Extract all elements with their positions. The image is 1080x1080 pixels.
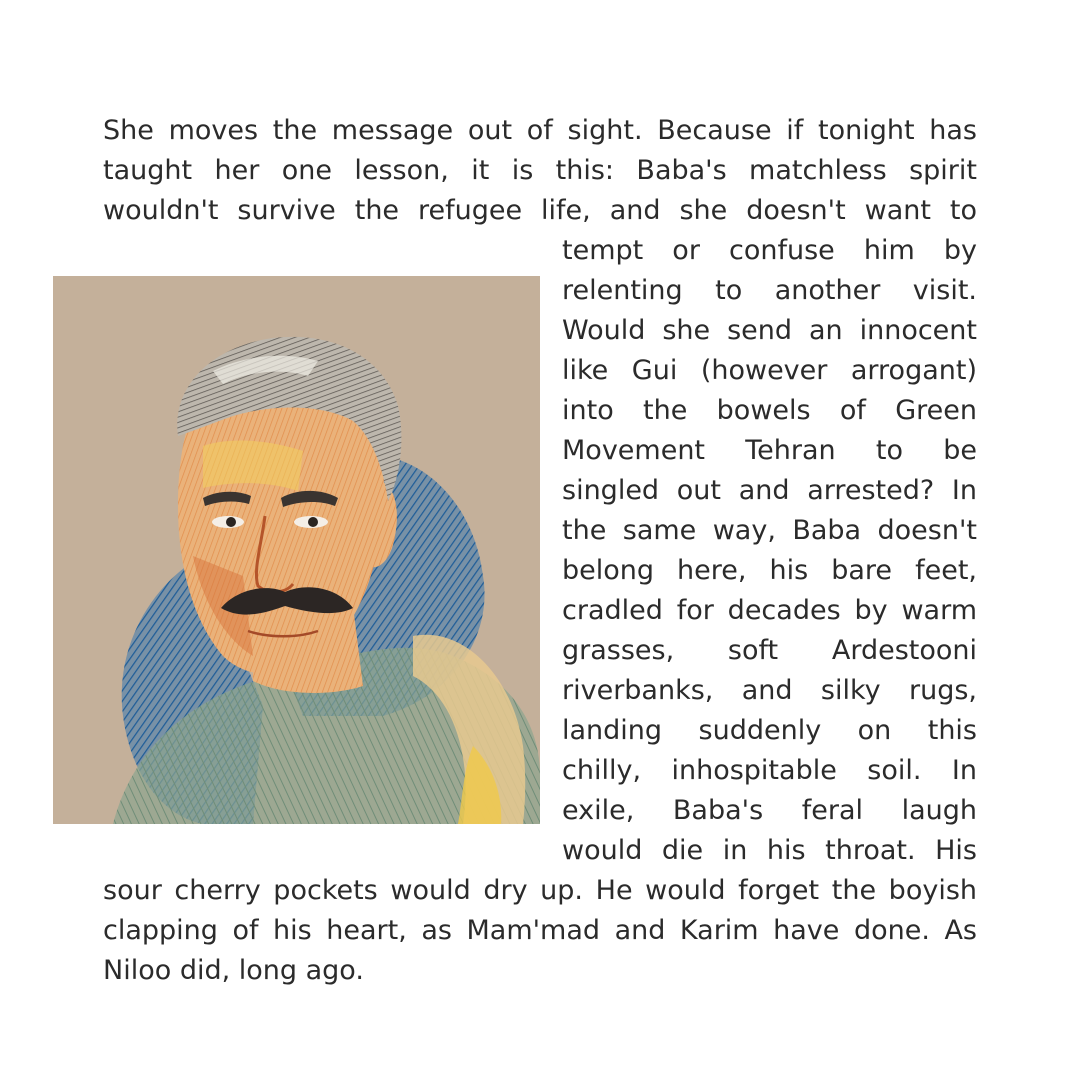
text-line: Niloo did, long ago. [103, 955, 364, 986]
text-line: wouldn't survive the refugee life, and she doesn't want to [103, 195, 977, 226]
column-text-line: singled out and arrested? In [562, 475, 977, 506]
left-pupil [226, 517, 236, 527]
portrait-drawing [53, 276, 540, 824]
column-text-line: Movement Tehran to be [562, 435, 977, 466]
column-text-line: landing suddenly on this [562, 715, 977, 746]
column-text-line: into the bowels of Green [562, 395, 977, 426]
column-text-line: chilly, inhospitable soil. In [562, 755, 977, 786]
text-line: sour cherry pockets would dry up. He would forget the boyish [103, 875, 977, 906]
column-text-line: exile, Baba's feral laugh [562, 795, 977, 826]
right-pupil [308, 517, 318, 527]
column-text-line: cradled for decades by warm [562, 595, 977, 626]
column-text-line: riverbanks, and silky rugs, [562, 675, 977, 706]
column-text-line: like Gui (however arrogant) [562, 355, 977, 386]
text-line: She moves the message out of sight. Because if tonight has [103, 115, 977, 146]
text-line: clapping of his heart, as Mam'mad and Karim have done. As [103, 915, 977, 946]
portrait-illustration [53, 276, 540, 824]
column-text-line: Would she send an innocent [562, 315, 977, 346]
column-text-line: tempt or confuse him by [562, 235, 977, 266]
column-text-line: relenting to another visit. [562, 275, 977, 306]
column-text-line: grasses, soft Ardestooni [562, 635, 977, 666]
text-line: taught her one lesson, it is this: Baba's matchless spirit [103, 155, 977, 186]
column-text-line: belong here, his bare feet, [562, 555, 977, 586]
column-text-line: the same way, Baba doesn't [562, 515, 977, 546]
column-text-line: would die in his throat. His [562, 835, 977, 866]
